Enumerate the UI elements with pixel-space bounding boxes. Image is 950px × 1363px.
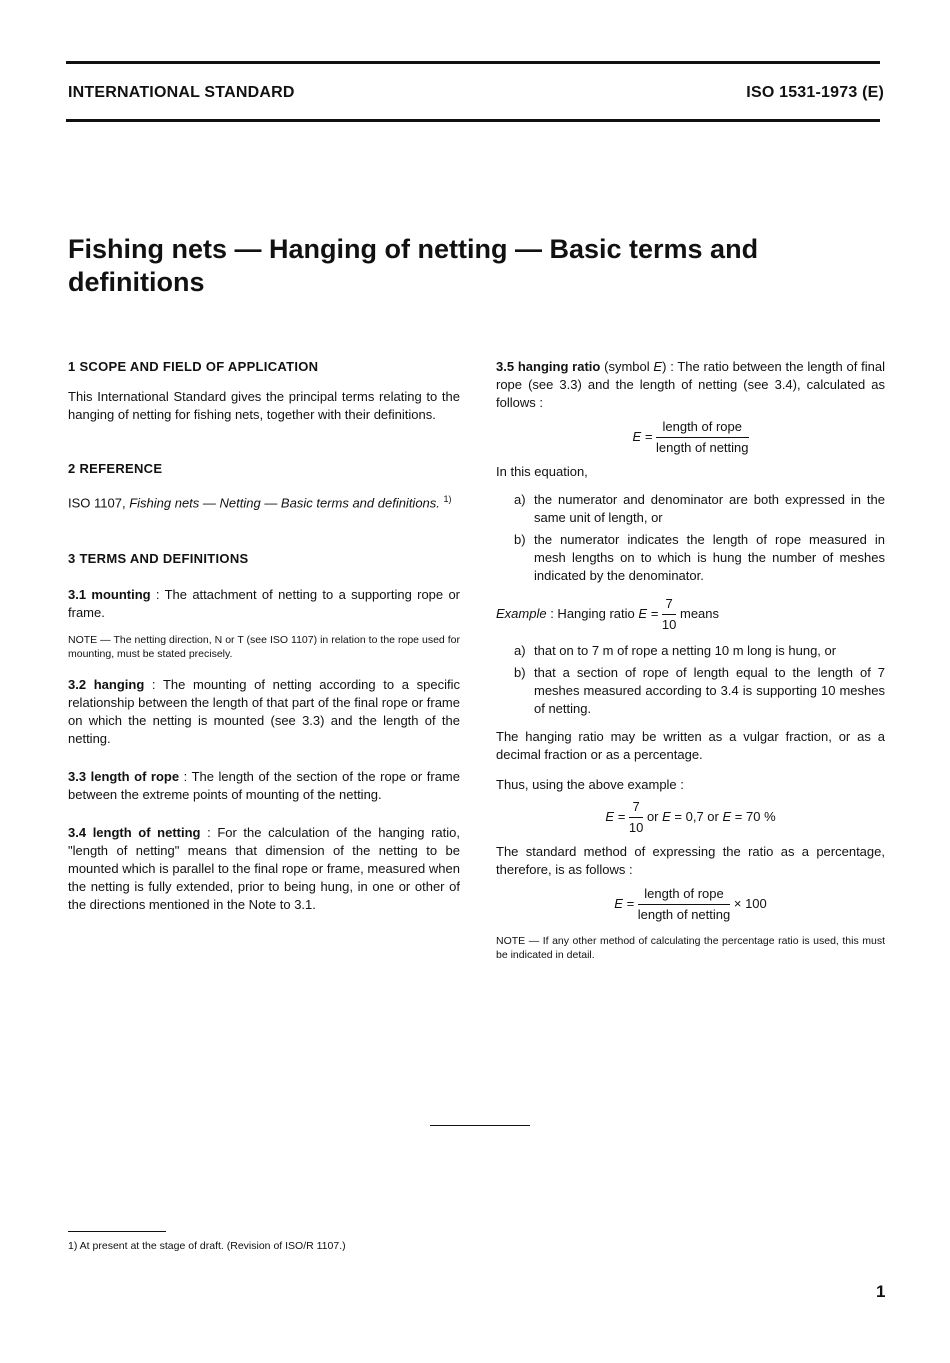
footnote-rule — [68, 1231, 166, 1232]
top-rule — [66, 61, 880, 64]
page-number: 1 — [876, 1282, 886, 1301]
term-3-1-definition: The attachment of netting to a supporting rope or frame. — [68, 587, 460, 621]
term-3-4-term: length of netting — [92, 825, 201, 841]
term-3-2-definition: The mounting of netting according to a specific relationship between the length of that part of the final rope or frame on which the netting is mounted (see 3.3) and the length of the netting. — [68, 677, 460, 747]
example-item-a — [514, 642, 885, 660]
term-3-3-number: 3.3 — [68, 769, 87, 785]
thus-line: Thus, using the above example : — [496, 777, 684, 792]
list-label-b: b) — [514, 532, 526, 547]
term-3-5-term: hanging ratio — [517, 359, 601, 374]
list-label-a: a) — [514, 492, 526, 507]
term-3-1: 3.1 mounting : The attachment of netting to a supporting rope or frame. — [68, 587, 460, 621]
term-3-5-number: 3.5 — [496, 359, 515, 374]
eq2-denominator: 10 — [628, 820, 644, 835]
symbol-prefix: (symbol — [604, 359, 650, 374]
eq3-lhs: E = — [614, 895, 635, 911]
term-3-2: 3.2 hanging : The mounting of netting according to a specific relationship between the length of that part of the final rope or frame on which the netting is mounted (see 3.3) and the length of the netting. — [68, 677, 460, 747]
list-item-a — [514, 491, 885, 527]
section-3-heading: 3 TERMS AND DEFINITIONS — [68, 551, 249, 567]
example-line — [496, 595, 885, 634]
eq3-multiplier: × 100 — [733, 895, 767, 911]
reference-title: Fishing nets — Netting — Basic terms and definitions. — [129, 495, 440, 511]
example-means: means — [679, 605, 720, 621]
example-text: : Hanging ratio — [550, 605, 635, 621]
list-text-b: the numerator indicates the length of rope measured in mesh lengths on to which is hung the number of meshes indicated by the denominator. — [534, 532, 885, 583]
term-3-3: 3.3 length of rope : The length of the section of the rope or frame between the extreme points of mounting of the netting. — [68, 769, 460, 803]
left-column — [68, 358, 460, 914]
term-3-1-number: 3.1 — [68, 587, 87, 603]
term-3-4-number: 3.4 — [68, 825, 87, 841]
header-rule — [66, 119, 880, 122]
eq3-numerator: length of rope — [638, 885, 731, 905]
eq1-fraction — [656, 418, 749, 457]
example-item-b — [514, 664, 885, 718]
term-3-5-definition: The ratio between the length of final rope (see 3.3) and the length of netting (see 3.4), calculated as follows : — [496, 359, 885, 410]
term-3-3-definition: The length of the section of the rope or frame between the extreme points of mounting of the netting. — [68, 769, 460, 803]
term-3-3-term: length of rope — [90, 769, 180, 785]
example-text-b: that a section of rope of length equal to the length of 7 meshes measured according to 3.4 is supporting 10 meshes of netting. — [534, 665, 885, 716]
header-doc-number: ISO 1531-1973 (E) — [746, 84, 884, 101]
eq2-decimal: = 0,7 or — [674, 808, 719, 824]
equation-example — [496, 798, 885, 837]
term-3-4-definition: For the calculation of the hanging ratio, "length of netting" means that dimension of the netting to be mounted which is parallel to the final rope or frame, measured when the netting is fully extended, prior to being hung, in one or other of the directions mentioned in the Note to 3.1. — [68, 825, 460, 913]
percentage-note: NOTE — If any other method of calculating the percentage ratio is used, this must be indicated in detail. — [496, 935, 885, 961]
term-3-2-term: hanging — [93, 677, 145, 693]
example-fraction — [662, 595, 676, 634]
section-2-heading: 2 REFERENCE — [68, 461, 163, 476]
eq2-e: E = — [605, 808, 626, 824]
list-item-b — [514, 531, 885, 585]
right-column — [496, 358, 885, 962]
example-numerator: 7 — [662, 595, 676, 615]
term-3-1-term: mounting — [91, 587, 151, 603]
eq1-numerator: length of rope — [656, 418, 749, 438]
equation-percentage — [496, 885, 885, 924]
fraction-paragraph: The hanging ratio may be written as a vulgar fraction, or as a decimal fraction or as a percentage. — [496, 729, 885, 762]
eq2-percent: = 70 % — [734, 808, 776, 824]
eq2-fraction — [629, 798, 643, 837]
term-3-1-note: NOTE — The netting direction, N or T (see ISO 1107) in relation to the rope used for mounting, must be stated precisely. — [68, 634, 460, 661]
footnote: 1) At present at the stage of draft. (Revision of ISO/R 1107.) — [68, 1240, 346, 1252]
example-text-a: that on to 7 m of rope a netting 10 m long is hung, or — [534, 643, 837, 658]
standard-method-paragraph: The standard method of expressing the ratio as a percentage, therefore, is as follows : — [496, 844, 885, 877]
header-standard-label: INTERNATIONAL STANDARD — [68, 84, 295, 101]
eq2-numerator: 7 — [629, 798, 643, 818]
term-3-2-number: 3.2 — [68, 677, 87, 693]
eq1-denominator: length of netting — [655, 440, 749, 455]
section-1-heading: 1 SCOPE AND FIELD OF APPLICATION — [68, 359, 319, 374]
example-denominator: 10 — [661, 617, 677, 632]
term-3-4: 3.4 length of netting : For the calculation of the hanging ratio, "length of netting" means that dimension of the netting to be mounted which is parallel to the final rope or frame, measured when the netting is fully extended, prior to being hung, in one or other of the directions mentioned in the Note to 3.1. — [68, 825, 460, 913]
example-label: Example — [496, 605, 547, 621]
example-e: E = — [638, 605, 659, 621]
eq3-fraction — [638, 885, 731, 924]
page-title: Fishing nets — Hanging of netting — Basic terms and definitions — [68, 234, 759, 297]
in-equation-text: In this equation, — [496, 464, 588, 479]
eq2-or: or — [646, 808, 659, 824]
equation-hanging-ratio — [496, 418, 885, 457]
section-1-text: This International Standard gives the principal terms relating to the hanging of netting for fishing nets, together with their definitions. — [68, 389, 460, 422]
section-2-reference — [68, 490, 460, 512]
example-label-a: a) — [514, 643, 526, 658]
example-label-b: b) — [514, 665, 526, 680]
footnote-marker: 1) — [443, 494, 452, 504]
eq1-lhs: E = — [632, 428, 653, 444]
symbol-suffix: ) : — [662, 359, 674, 374]
list-text-a: the numerator and denominator are both expressed in the same unit of length, or — [534, 492, 885, 525]
term-3-5 — [496, 358, 885, 412]
eq2-e3: E — [722, 808, 732, 824]
eq3-denominator: length of netting — [637, 907, 731, 922]
reference-number: ISO 1107, — [68, 495, 126, 511]
symbol-e: E — [653, 359, 663, 374]
eq2-e2: E — [662, 808, 671, 824]
end-separator — [430, 1125, 530, 1126]
